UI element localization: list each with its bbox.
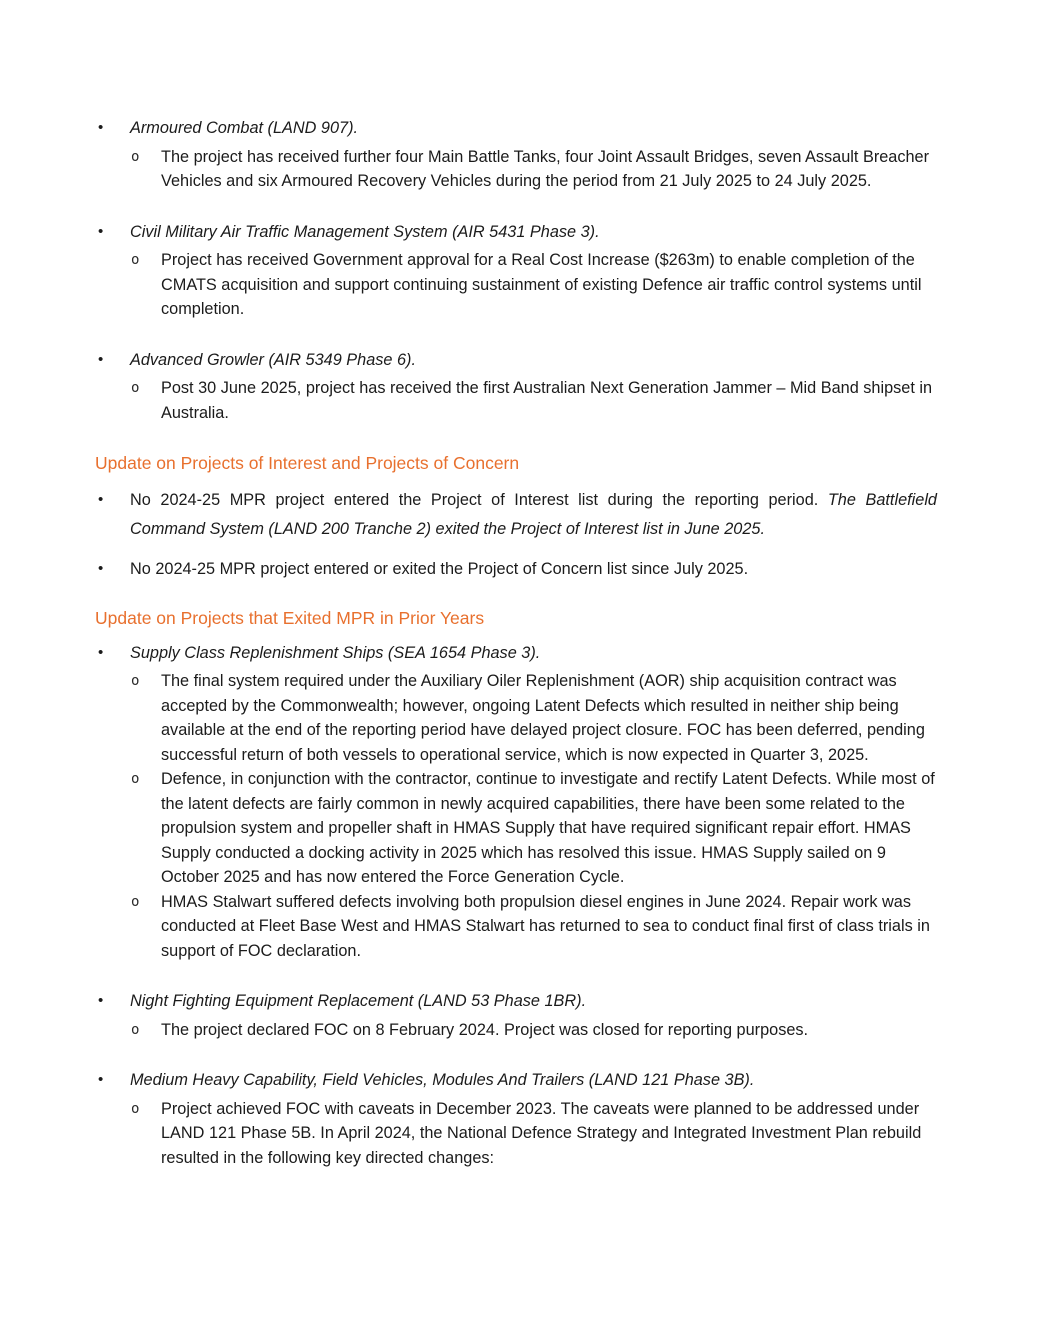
- bullet-circle-icon: o: [131, 771, 140, 787]
- project-detail: HMAS Stalwart suffered defects involving both propulsion diesel engines in June 2024. Repair work was conducted at Fleet Base West and HMAS Stalwart has returned to sea to conduct final first of class trials in support of FOC declaration.: [161, 892, 930, 960]
- project-detail-row: [131, 1097, 937, 1171]
- project-detail-row: [131, 248, 937, 322]
- project-detail-row: [131, 767, 937, 890]
- project-block-armoured-combat: [95, 116, 937, 194]
- summary-bullet-text: [130, 486, 937, 543]
- bullet-dot-icon: •: [98, 491, 104, 508]
- bullet-circle-icon: o: [131, 380, 140, 396]
- bullet-circle-icon: o: [131, 252, 140, 268]
- project-block-advanced-growler: [95, 348, 937, 426]
- project-detail: The project has received further four Main Battle Tanks, four Joint Assault Bridges, seven Assault Breacher Vehicles and six Armoured Recovery Vehicles during the period from 21 July 2025 to 24 July 2025.: [161, 147, 930, 190]
- bullet-dot-icon: •: [98, 643, 104, 661]
- project-detail: Post 30 June 2025, project has received the first Australian Next Generation Jammer – Mid Band shipset in Australia.: [161, 379, 933, 422]
- project-title-row: [95, 989, 937, 1018]
- text-segment: No 2024-25 MPR project entered or exited the Project of Concern list since July 2025.: [130, 560, 749, 578]
- section-heading-projects-of-interest-and-concern: Update on Projects of Interest and Projects of Concern: [95, 453, 520, 473]
- summary-bullet-project-of-interest: [95, 486, 937, 543]
- project-title-row: [95, 220, 937, 249]
- project-detail: The project declared FOC on 8 February 2024. Project was closed for reporting purposes.: [161, 1020, 809, 1039]
- project-block-night-fighting: [95, 989, 937, 1042]
- bullet-circle-icon: o: [131, 893, 140, 910]
- bullet-dot-icon: •: [98, 350, 104, 368]
- project-title-row: [95, 641, 937, 670]
- bullet-circle-icon: o: [131, 1021, 140, 1038]
- project-block-medium-heavy: [95, 1068, 937, 1170]
- project-title: Night Fighting Equipment Replacement (LAND 53 Phase 1BR).: [130, 992, 587, 1010]
- project-detail-row: [131, 669, 937, 767]
- summary-bullet-text: [130, 555, 937, 584]
- bullet-dot-icon: •: [98, 222, 104, 240]
- project-detail: The final system required under the Auxiliary Oiler Replenishment (AOR) ship acquisition contract was accepted by the Commonwealth; however, ongoing Latent Defects which resulted in neither ship being available at the end of the reporting period have delayed project closure. FOC has been deferred, pending successful return of both vessels to operational service, which is now expected in Quarter 3, 2025.: [161, 672, 925, 764]
- text-segment: No 2024-25 MPR project entered the Project of Interest list during the reporting period.: [130, 491, 828, 509]
- bullet-circle-icon: o: [131, 1100, 140, 1117]
- project-block-cmats: [95, 220, 937, 322]
- project-detail-row: [131, 1018, 937, 1043]
- project-detail: Project has received Government approval for a Real Cost Increase ($263m) to enable completion of the CMATS acquisition and support continuing sustainment of existing Defence air traffic control systems until completion.: [161, 251, 922, 318]
- summary-bullet-project-of-concern: [95, 555, 937, 584]
- project-title: Advanced Growler (AIR 5349 Phase 6).: [130, 350, 416, 369]
- project-title-row: [95, 348, 937, 377]
- project-title: Armoured Combat (LAND 907).: [130, 119, 359, 137]
- text-segment-italic: The Battlefield Command System (LAND 200 Tranche 2) exited the Project of Interest list in June 2025.: [130, 491, 937, 538]
- bullet-dot-icon: •: [98, 119, 104, 136]
- bullet-circle-icon: o: [131, 673, 140, 689]
- bullet-dot-icon: •: [98, 992, 104, 1009]
- bullet-dot-icon: •: [98, 560, 104, 577]
- bullet-dot-icon: •: [98, 1071, 104, 1088]
- project-title: Supply Class Replenishment Ships (SEA 1654 Phase 3).: [130, 643, 541, 662]
- project-detail-row: [131, 376, 937, 425]
- section-heading-exited-mpr-prior-years: Update on Projects that Exited MPR in Prior Years: [95, 607, 485, 628]
- project-title-row: [95, 1068, 937, 1097]
- project-title: Civil Military Air Traffic Management System (AIR 5431 Phase 3).: [130, 222, 600, 241]
- project-detail-row: [131, 890, 937, 964]
- project-block-supply-class: [95, 641, 937, 964]
- bullet-circle-icon: o: [131, 148, 140, 165]
- project-title-row: [95, 116, 937, 145]
- project-detail: Project achieved FOC with caveats in December 2023. The caveats were planned to be addressed under LAND 121 Phase 5B. In April 2024, the National Defence Strategy and Integrated Investment Plan rebuild resulted in the following key directed changes:: [161, 1099, 922, 1167]
- project-title: Medium Heavy Capability, Field Vehicles, Modules And Trailers (LAND 121 Phase 3B).: [130, 1071, 755, 1089]
- project-detail-row: [131, 145, 937, 194]
- project-detail: Defence, in conjunction with the contractor, continue to investigate and rectify Latent Defects. While most of the latent defects are fairly common in newly acquired capabilities, there have been some related to the propulsion system and propeller shaft in HMAS Supply that have required significant repair effort. HMAS Supply conducted a docking activity in 2025 which has resolved this issue. HMAS Supply sailed on 9 October 2025 and has now entered the Force Generation Cycle.: [161, 770, 935, 886]
